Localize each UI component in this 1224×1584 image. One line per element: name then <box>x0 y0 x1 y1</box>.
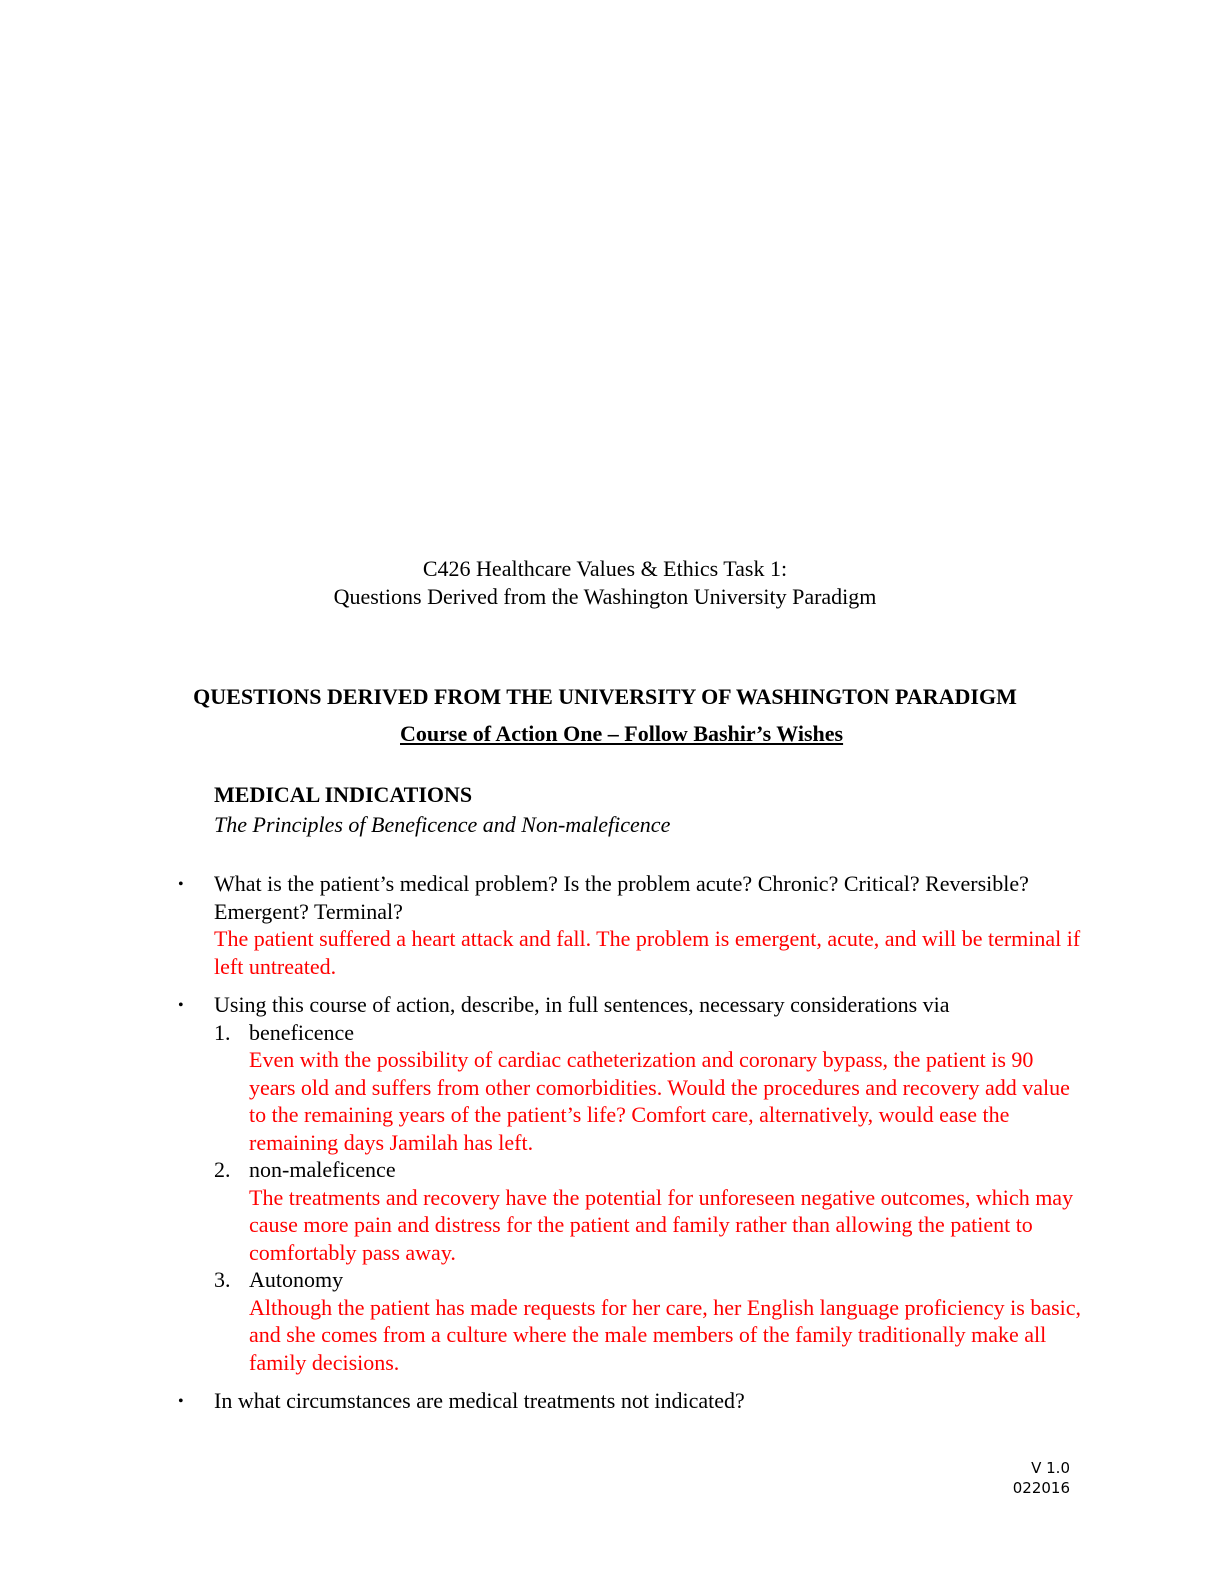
subsection-header <box>214 780 670 840</box>
version-label: V 1.0 <box>1031 1459 1070 1477</box>
bullet-icon: • <box>178 1393 184 1410</box>
consideration-label: Autonomy <box>249 1267 344 1292</box>
list-number: 2. <box>214 1157 231 1182</box>
consideration-label: non-maleficence <box>249 1157 396 1182</box>
list-number: 3. <box>214 1267 231 1292</box>
title-line-2: Questions Derived from the Washington University Paradigm <box>333 584 877 609</box>
subsection-title: MEDICAL INDICATIONS <box>214 782 473 807</box>
document-title <box>0 555 1210 611</box>
question-text: In what circumstances are medical treatments not indicated? <box>214 1388 745 1413</box>
question-list <box>178 870 1084 1426</box>
consideration-label: beneficence <box>249 1019 355 1045</box>
version-code: 022016 <box>1012 1479 1070 1497</box>
section-heading: QUESTIONS DERIVED FROM THE UNIVERSITY OF WASHINGTON PARADIGM <box>193 684 1017 709</box>
question-text: Using this course of action, describe, in full sentences, necessary considerations via <box>214 992 950 1017</box>
question-item-2 <box>178 991 1084 1376</box>
answer-text: The patient suffered a heart attack and fall. The problem is emergent, acute, and will be terminal if left untreated. <box>214 926 1081 979</box>
list-number: 1. <box>214 1019 231 1045</box>
bullet-icon: • <box>178 876 184 893</box>
answer-text: The treatments and recovery have the potential for unforeseen negative outcomes, which may cause more pain and distress for the patient and family rather than allowing the patient to comfortably pass away. <box>249 1184 1074 1265</box>
question-text: What is the patient’s medical problem? Is the problem acute? Chronic? Critical? Reversible? Emergent? Terminal? <box>214 871 1029 924</box>
consideration-autonomy <box>214 1266 1084 1376</box>
consideration-beneficence <box>214 1019 1084 1157</box>
question-item-1 <box>178 870 1084 980</box>
bullet-icon: • <box>178 997 184 1014</box>
question-item-3 <box>178 1387 1084 1415</box>
version-footer <box>960 1458 1070 1498</box>
course-heading: Course of Action One – Follow Bashir’s Wishes <box>400 721 844 746</box>
title-line-1: C426 Healthcare Values & Ethics Task 1: <box>422 556 788 581</box>
consideration-list <box>214 1019 1084 1377</box>
answer-text: Even with the possibility of cardiac catheterization and coronary bypass, the patient is 90 years old and suffers from other comorbidities. Would the procedures and recovery add value to the remaining years of the patient’s life? Comfort care, alternatively, would ease the remaining days Jamilah has left. <box>249 1047 1070 1155</box>
answer-text: Although the patient has made requests for her care, her English language proficiency is basic, and she comes from a culture where the male members of the family traditionally make all family decisions. <box>249 1294 1082 1375</box>
subsection-subtitle: The Principles of Beneficence and Non-maleficence <box>214 812 671 837</box>
consideration-non-maleficence <box>214 1156 1084 1266</box>
